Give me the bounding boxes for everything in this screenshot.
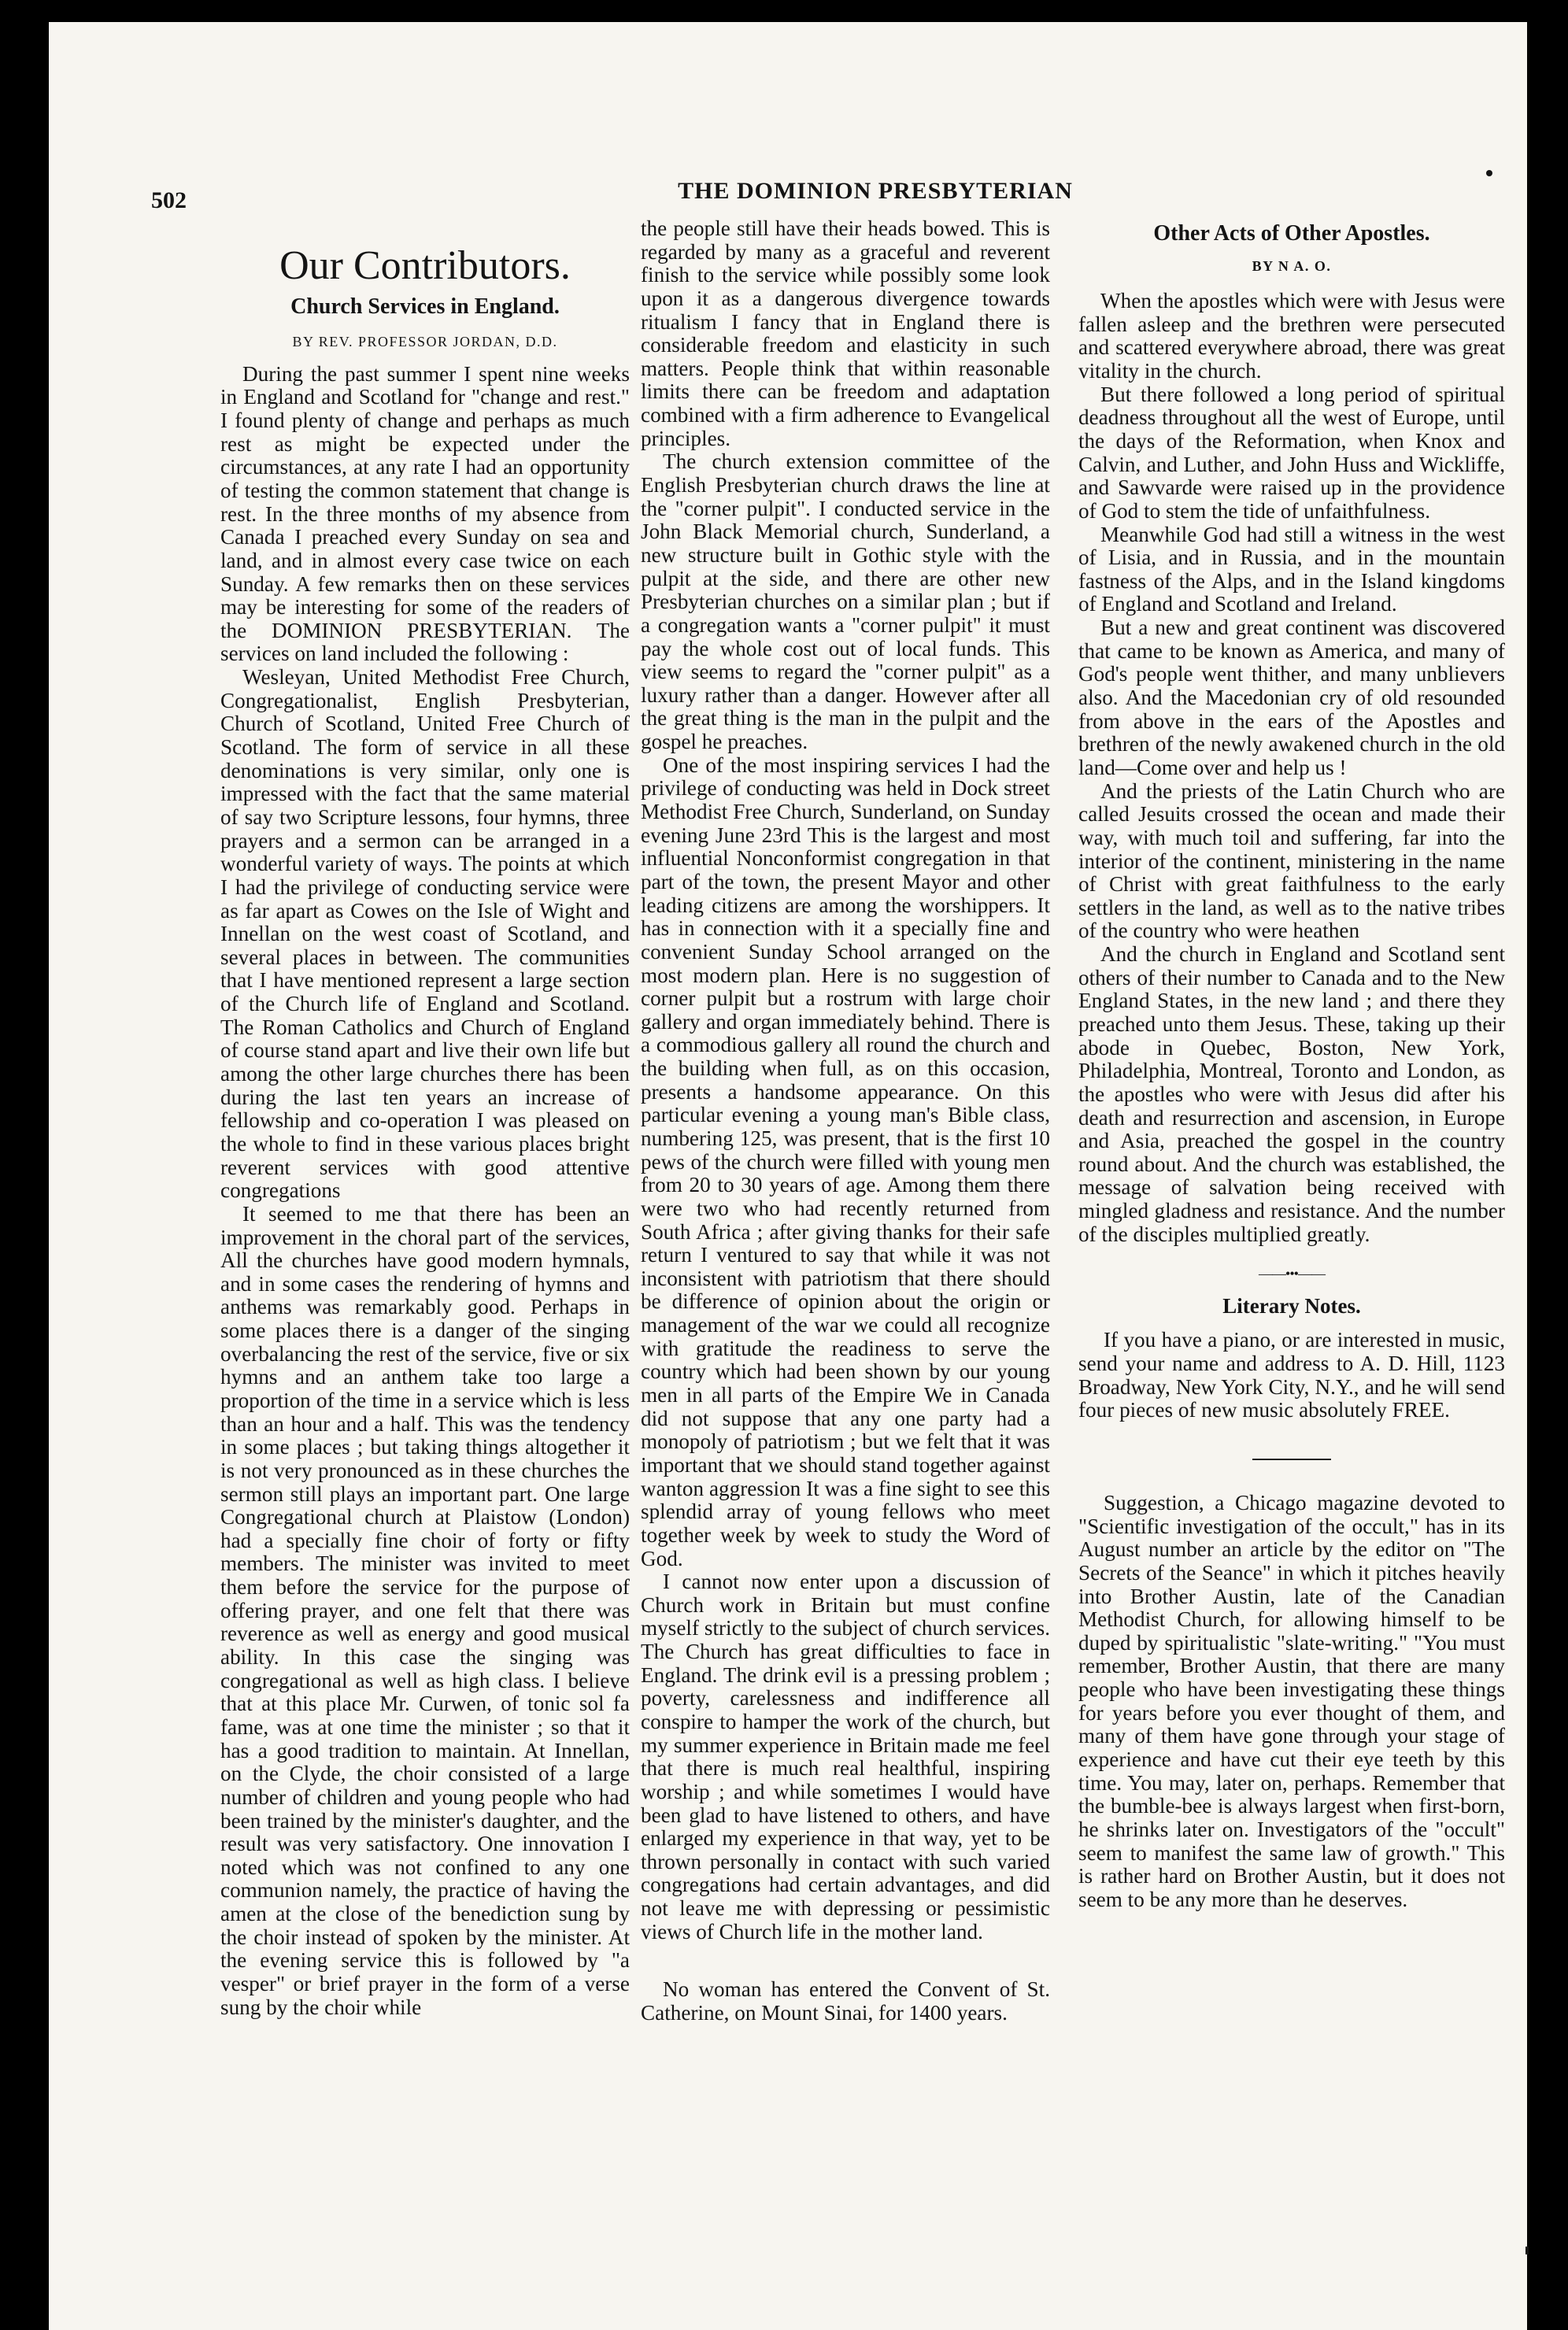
paragraph: When the apostles which were with Jesus were fallen asleep and the brethren were persecuted and scattered everywhere abroad, there was great vitality in the church. xyxy=(1078,289,1505,383)
newspaper-page xyxy=(49,22,1527,2330)
running-head: THE DOMINION PRESBYTERIAN xyxy=(678,178,1073,204)
paragraph: It seemed to me that there has been an improvement in the choral part of the services, All the churches have good modern hymnals, and in some cases the rendering of hymns and anthems was remarkably good. Perhaps in some places there is a danger of the singing overbalancing the rest of the service, five or six hymns and an anthem take too large a proportion of the time in a service which is less than an hour and a half. This was the tendency in some places ; but taking things altogether it is not very pronounced as in these churches the sermon still plays an important part. One large Congregational church at Plaistow (London) had a specially fine choir of forty or fifty members. The minister was invited to meet them before the service for the purpose of offering prayer, and one felt that there was reverence as well as energy and good musical ability. In this case the singing was congregational as well as high class. I believe that at this place Mr. Curwen, of tonic sol fa fame, was at one time the minister ; so that it has a good tradition to maintain. At Innellan, on the Clyde, the choir consisted of a large number of children and young people who had been trained by the minister's daughter, and the result was very satisfactory. One innovation I noted which was not confined to any one communion namely, the practice of having the amen at the close of the benediction sung by the choir instead of spoken by the minister. At the evening service this is followed by "a vesper" or brief prayer in the form of a verse sung by the choir while xyxy=(220,1201,630,2019)
section-title: Our Contributors. xyxy=(279,243,571,288)
suggestion-note xyxy=(1078,1492,1505,1912)
divider xyxy=(1252,1459,1331,1460)
byline: BY REV. PROFESSOR JORDAN, D.D. xyxy=(292,334,558,350)
column-2 xyxy=(641,217,1050,2025)
ornamental-divider: ——•••—— xyxy=(1259,1266,1325,1282)
article-title: Other Acts of Other Apostles. xyxy=(1153,221,1430,246)
paragraph: Wesleyan, United Methodist Free Church, Congregationalist, English Presbyterian, Church of Scotland, United Free Church of Scotland. The form of service in all these denominations is very similar, only one is impressed with the fact that the same material of say two Scripture lessons, four hymns, three prayers and a sermon can be arranged in a wonderful variety of ways. The points at which I had the privilege of conducting service were as far apart as Cowes on the Isle of Wight and Innellan on the west coast of Scotland, and several places in between. The communities that I have mentioned represent a large section of the Church life of England and Scotland. The Roman Catholics and Church of England of course stand apart and live their own life but among the other large churches there has been during the last ten years an increase of fellowship and co-operation I was pleased on the whole to find in these various places bright reverent services with good attentive congregations xyxy=(220,665,630,1203)
page-number: 502 xyxy=(151,187,187,213)
article-title: Church Services in England. xyxy=(290,294,560,319)
paragraph: Meanwhile God had still a witness in the west of Lisia, and in Russia, and in the mountain fastness of the Alps, and in the Island kingdoms of England and Scotland and Ireland. xyxy=(1078,522,1505,616)
paragraph: The church extension committee of the English Presbyterian church draws the line at the "corner pulpit". I conducted service in the John Black Memorial church, Sunderland, a new structure built in Gothic style with the pulpit at the side, and there are other new Presbyterian churches on a similar plan ; but if a congregation wants a "corner pulpit" it must pay the whole cost out of local funds. This view seems to regard the "corner pulpit" as a luxury rather than a danger. However after all the great thing is the man in the pulpit and the gospel he preaches. xyxy=(641,449,1050,754)
paragraph: Suggestion, a Chicago magazine devoted to "Scientific investigation of the occult," has in its August number an article by the editor on "The Secrets of the Seance" in which it pitches heavily into Brother Austin, late of the Canadian Methodist Church, for allowing himself to be duped by spiritualistic "slate-writing." "You must remember, Brother Austin, that there are many people who have been investigating these things for years before you ever thought of them, and many of them have gone through your stage of experience and have cut their eye teeth by this time. You may, later on, perhaps. Remember that the bumble-bee is always largest when first-born, he shrinks later on. Investigators of the "occult" seem to manifest the same law of growth." This is rather hard on Brother Austin, but it does not seem to be any more than he deserves. xyxy=(1078,1490,1505,1911)
paragraph: I cannot now enter upon a discussion of Church work in Britain but must confine myself strictly to the subject of church services. The Church has great difficulties to face in England. The drink evil is a pressing problem ; poverty, carelessness and indifference all conspire to hamper the work of the church, but my summer experience in Britain made me feel that there is much real healthful, inspiring worship ; and while sometimes I would have been glad to have listened to others, and have enlarged my experience in that way, yet to be thrown personally in contact with such varied congregations had certain advantages, and did not leave me with depressing or pessimistic views of Church life in the mother land. xyxy=(641,1570,1050,1944)
paragraph: And the church in England and Scotland sent others of their number to Canada and to the New England States, in the new land ; and there they preached unto them Jesus. These, taking up their abode in Quebec, Boston, New York, Philadelphia, Montreal, Toronto and London, as the apostles who were with Jesus did after his death and resurrection and ascension, in Europe and Asia, preached the gospel in the country round about. And the church was established, the message of salvation being received with mingled gladness and resistance. And the number of the disciples multiplied greatly. xyxy=(1078,942,1505,1246)
paragraph: the people still have their heads bowed. This is regarded by many as a graceful and reverent finish to the service while possibly some look upon it as a dangerous divergence towards ritualism I fancy that in England there is considerable freedom and elasticity in such matters. People think that within reasonable limits there can be freedom and adaptation combined with a firm adherence to Evangelical principles. xyxy=(641,216,1050,450)
paragraph: But a new and great continent was discovered that came to be known as America, and many of God's people went thither, and many unblievers also. And the Macedonian cry of old resounded from above in the ears of the Apostles and brethren of the newly awakened church in the old land—Come over and help us ! xyxy=(1078,616,1505,779)
filler-note: No woman has entered the Convent of St. Catherine, on Mount Sinai, for 1400 years. xyxy=(641,1977,1050,2025)
paragraph: If you have a piano, or are interested in music, send your name and address to A. D. Hill, 1123 Broadway, New York City, N.Y., and he will send four pieces of new music absolutely FREE. xyxy=(1078,1328,1505,1422)
column-3 xyxy=(1078,217,1505,1912)
byline: BY N A. O. xyxy=(1252,257,1332,274)
paragraph: During the past summer I spent nine weeks in England and Scotland for "change and rest." I found plenty of change and perhaps as much rest as might be expected under the circumstances, at any rate I had an opportunity of testing the common statement that change is rest. In the three months of my absence from Canada I preached every Sunday on sea and land, and in almost every case twice on each Sunday. A few remarks then on these services may be interesting for some of the readers of the DOMINION PRESBYTERIAN. The services on land included the following : xyxy=(220,361,630,666)
paragraph: And the priests of the Latin Church who are called Jesuits crossed the ocean and made their way, with much toil and suffering, far into the interior of the continent, ministering in the name of Christ with great faithfulness to the early settlers in the land, as well as to the native tribes of the country who were heathen xyxy=(1078,779,1505,943)
ink-mark xyxy=(1525,2247,1529,2254)
ink-speck xyxy=(1486,170,1492,176)
literary-notes-title: Literary Notes. xyxy=(1222,1294,1361,1318)
column-1 xyxy=(220,227,630,2019)
paragraph: But there followed a long period of spiritual deadness throughout all the west of Europe, until the days of the Reformation, when Knox and Calvin, and Luther, and John Huss and Wickliffe, and Sawvarde were raised up in the providence of God to stem the tide of unfaithfulness. xyxy=(1078,382,1505,523)
literary-notes xyxy=(1078,1329,1505,1422)
paragraph: One of the most inspiring services I had the privilege of conducting was held in Dock street Methodist Free Church, Sunderland, on Sunday evening June 23rd This is the largest and most influential Nonconformist congregation in that part of the town, the present Mayor and other leading citizens are among the worshippers. It has in connection with it a specially fine and convenient Sunday School arranged on the most modern plan. Here is no suggestion of corner pulpit but a rostrum with large choir gallery and organ immediately behind. There is a commodious gallery all round the church and the building when full, as on this occasion, presents a handsome appearance. On this particular evening a young man's Bible class, numbering 125, was present, that is the first 10 pews of the church were filled with young men from 20 to 30 years of age. Among them there were two who had recently returned from South Africa ; after giving thanks for their safe return I ventured to say that while it was not inconsistent with patriotism that there should be difference of opinion about the origin or management of the war we could all recognize with gratitude the readiness to serve the country which had been shown by our young men in all parts of the Empire We in Canada did not suppose that any one party had a monopoly of patriotism ; but we felt that it was important that we should stand together against wanton aggression It was a fine sight to see this splendid array of young fellows who meet together week by week to study the Word of God. xyxy=(641,753,1050,1570)
